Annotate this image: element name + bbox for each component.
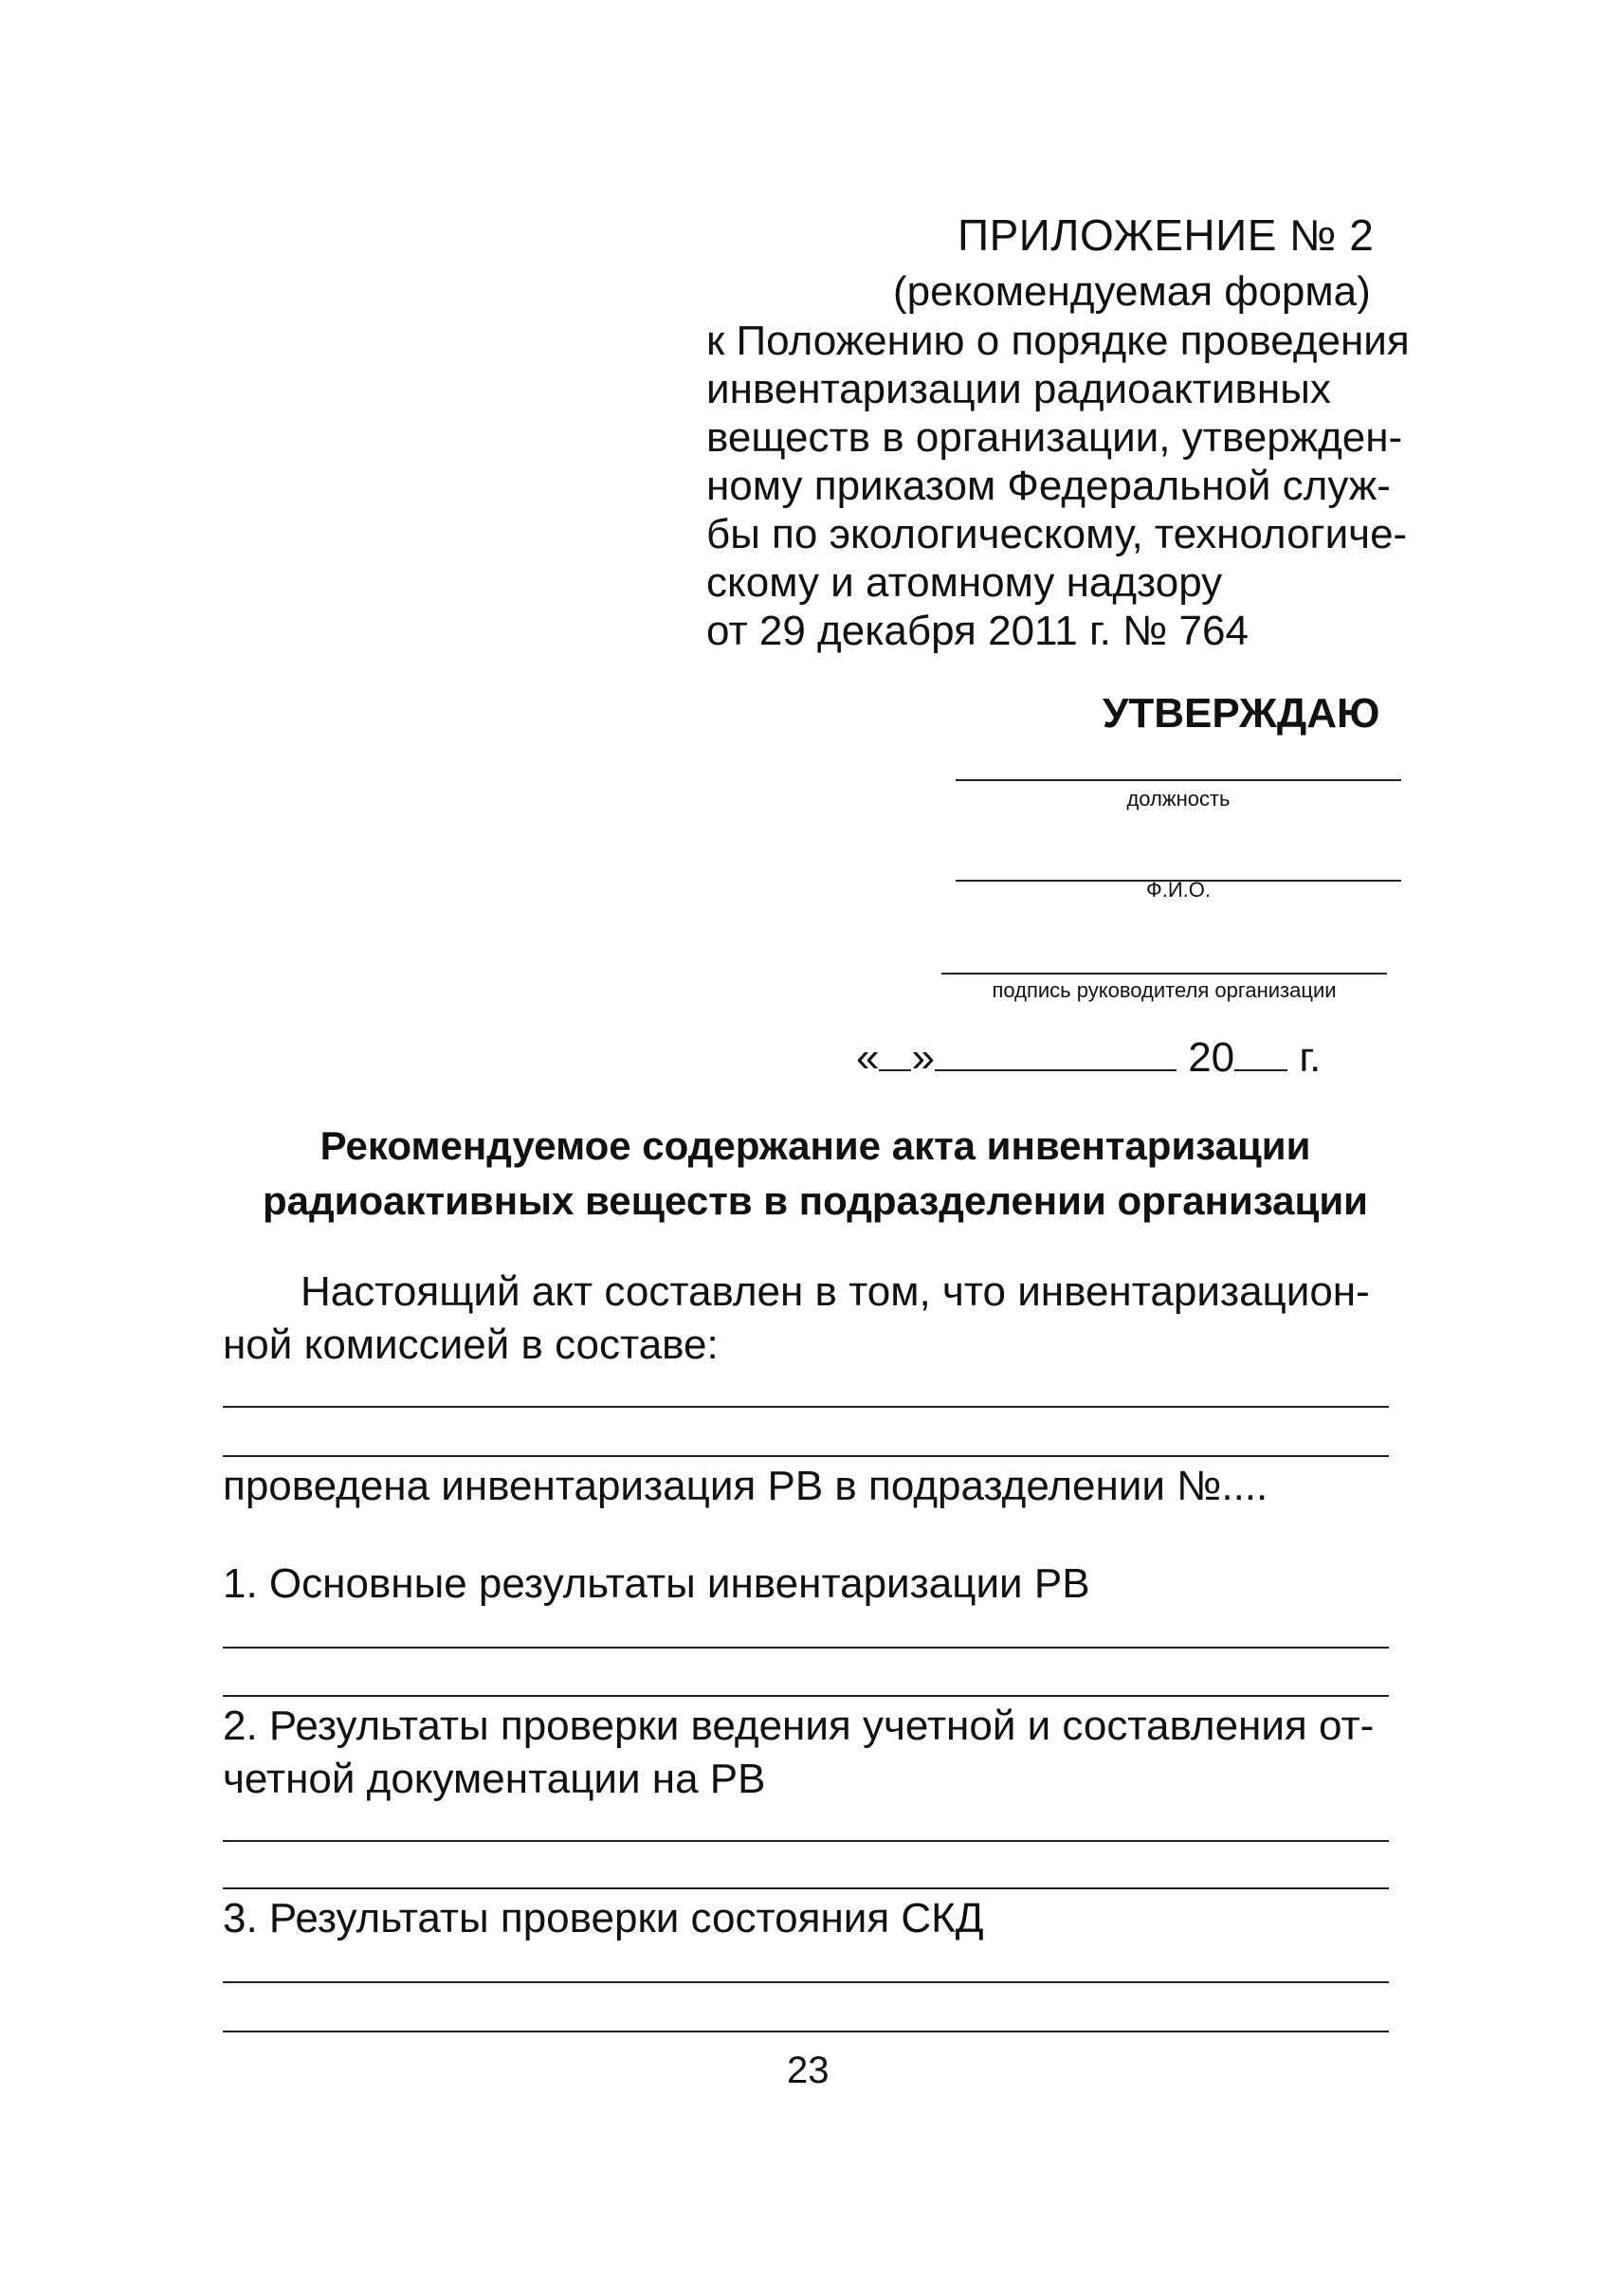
appendix-line: к Положению о порядке проведения: [706, 318, 1410, 364]
intro-line: ной комиссией в составе:: [223, 1321, 719, 1368]
appendix-line: бы по экологическому, технологиче-: [706, 511, 1408, 557]
appendix-line: инвентаризации радиоактивных: [706, 366, 1331, 412]
signature-caption: подпись руководителя организации: [992, 978, 1337, 1002]
name-caption: Ф.И.О.: [1146, 878, 1211, 902]
appendix-subtitle: (рекомендуемая форма): [893, 268, 1371, 315]
appendix-line: ному приказом Федеральной служ-: [706, 463, 1391, 509]
year-blank: [1234, 1031, 1287, 1071]
page-number: 23: [787, 2050, 830, 2091]
section-2-line: 2. Результаты проверки ведения учетной и составления от-: [223, 1703, 1375, 1749]
section-2-line: четной документации на РВ: [223, 1756, 766, 1802]
blank-line: [223, 1455, 1389, 1457]
section-2-heading: [223, 1700, 1422, 1806]
blank-line: [223, 1840, 1389, 1842]
month-blank: [935, 1031, 1177, 1071]
approval-date: [856, 1031, 1321, 1084]
blank-line: [223, 1981, 1389, 1983]
signature-line: [941, 973, 1387, 975]
blank-line: [223, 2031, 1389, 2032]
blank-line: [223, 1887, 1389, 1889]
document-title: [218, 1119, 1413, 1229]
appendix-reference: [706, 317, 1427, 655]
section-1-heading: 1. Основные результаты инвентаризации РВ: [223, 1560, 1090, 1607]
section-3-heading: 3. Результаты проверки состояния СКД: [223, 1895, 984, 1941]
appendix-line: веществ в организации, утвержден-: [706, 414, 1403, 461]
date-close-quote: »: [911, 1034, 935, 1081]
blank-line: [223, 1406, 1389, 1408]
blank-line: [223, 1647, 1389, 1649]
document-title-line: Рекомендуемое содержание акта инвентаризации: [319, 1123, 1311, 1168]
intro-line: Настоящий акт составлен в том, что инвентаризацион-: [301, 1268, 1370, 1315]
year-suffix: г.: [1299, 1034, 1322, 1081]
date-open-quote: «: [856, 1034, 880, 1081]
blank-line: [223, 1695, 1389, 1697]
position-line: [956, 779, 1401, 781]
conducted-text: проведена инвентаризация РВ в подразделении №....: [223, 1463, 1268, 1509]
appendix-line: скому и атомному надзору: [706, 559, 1223, 606]
approval-heading: УТВЕРЖДАЮ: [1103, 690, 1380, 737]
document-title-line: радиоактивных веществ в подразделении организации: [263, 1178, 1368, 1223]
year-prefix: 20: [1188, 1034, 1235, 1081]
day-blank: [879, 1031, 911, 1071]
appendix-line: от 29 декабря 2011 г. № 764: [706, 608, 1249, 654]
appendix-title: ПРИЛОЖЕНИЕ № 2: [958, 210, 1375, 260]
intro-paragraph: [223, 1266, 1422, 1372]
position-caption: должность: [1126, 787, 1231, 811]
